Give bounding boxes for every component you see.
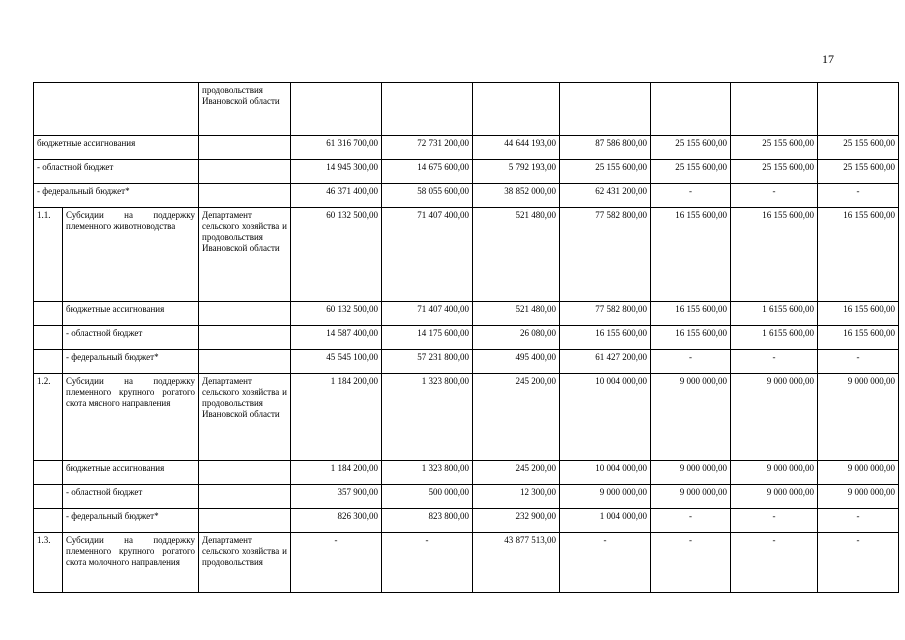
value-cell: 1 6155 600,00 (731, 326, 818, 350)
value-cell: 245 200,00 (473, 374, 560, 461)
value-cell: 14 175 600,00 (382, 326, 473, 350)
value-cell: - (818, 350, 899, 374)
row-label-cell: - областной бюджет (63, 485, 199, 509)
table-row (34, 533, 899, 593)
value-cell: 16 155 600,00 (651, 208, 731, 302)
value-cell: 25 155 600,00 (818, 136, 899, 160)
table-row (34, 326, 899, 350)
value-cell: 60 132 500,00 (291, 302, 382, 326)
value-cell (818, 83, 899, 136)
executor-cell (199, 461, 291, 485)
executor-cell (199, 184, 291, 208)
value-cell: 500 000,00 (382, 485, 473, 509)
value-cell: 87 586 800,00 (560, 136, 651, 160)
page-number: 17 (822, 52, 834, 66)
executor-cell (199, 302, 291, 326)
executor-cell: Департамент сельского хозяйства и продовольствия Ивановской области (199, 374, 291, 461)
value-cell: 38 852 000,00 (473, 184, 560, 208)
row-number-cell (34, 509, 63, 533)
value-cell: 57 231 800,00 (382, 350, 473, 374)
value-cell: 9 000 000,00 (651, 485, 731, 509)
value-cell: 72 731 200,00 (382, 136, 473, 160)
value-cell: 826 300,00 (291, 509, 382, 533)
value-cell: - (731, 350, 818, 374)
value-cell: - (651, 350, 731, 374)
value-cell: 25 155 600,00 (731, 136, 818, 160)
value-cell: 61 427 200,00 (560, 350, 651, 374)
measure-name-cell: Субсидии на поддержку племенного животноводства (63, 208, 199, 302)
value-cell: - (818, 184, 899, 208)
value-cell: 1 323 800,00 (382, 461, 473, 485)
value-cell (291, 83, 382, 136)
value-cell: 62 431 200,00 (560, 184, 651, 208)
value-cell: 9 000 000,00 (818, 461, 899, 485)
row-label-cell: - федеральный бюджет* (34, 184, 199, 208)
executor-cell (199, 509, 291, 533)
value-cell: - (651, 509, 731, 533)
row-label-cell: - федеральный бюджет* (63, 509, 199, 533)
value-cell: 16 155 600,00 (651, 302, 731, 326)
table-row (34, 302, 899, 326)
value-cell: 9 000 000,00 (731, 374, 818, 461)
value-cell: - (818, 509, 899, 533)
table-row (34, 374, 899, 461)
row-number-cell (34, 302, 63, 326)
value-cell (382, 83, 473, 136)
value-cell: 9 000 000,00 (818, 485, 899, 509)
row-label-cell: - областной бюджет (34, 160, 199, 184)
row-number-cell: 1.1. (34, 208, 63, 302)
value-cell: 14 675 600,00 (382, 160, 473, 184)
row-number-cell (34, 461, 63, 485)
value-cell: 16 155 600,00 (818, 302, 899, 326)
value-cell: 25 155 600,00 (560, 160, 651, 184)
value-cell: 10 004 000,00 (560, 374, 651, 461)
value-cell: 16 155 600,00 (651, 326, 731, 350)
row-label-cell: бюджетные ассигнования (63, 302, 199, 326)
value-cell: 12 300,00 (473, 485, 560, 509)
table-row (34, 509, 899, 533)
value-cell (731, 83, 818, 136)
value-cell: 61 316 700,00 (291, 136, 382, 160)
value-cell: 44 644 193,00 (473, 136, 560, 160)
row-number-cell (34, 326, 63, 350)
value-cell (473, 83, 560, 136)
measure-name-cell: Субсидии на поддержку племенного крупного рогатого скота мясного направления (63, 374, 199, 461)
value-cell: 495 400,00 (473, 350, 560, 374)
executor-cell: Департамент сельского хозяйства и продовольствия Ивановской области (199, 208, 291, 302)
value-cell: - (731, 509, 818, 533)
row-label-cell: бюджетные ассигнования (34, 136, 199, 160)
value-cell: 9 000 000,00 (731, 461, 818, 485)
value-cell: - (731, 533, 818, 593)
row-number-cell: 1.2. (34, 374, 63, 461)
value-cell: 14 587 400,00 (291, 326, 382, 350)
table-row (34, 461, 899, 485)
row-number-cell (34, 350, 63, 374)
executor-cell: Департамент сельского хозяйства и продовольствия (199, 533, 291, 593)
value-cell: 357 900,00 (291, 485, 382, 509)
row-label-cell: - федеральный бюджет* (63, 350, 199, 374)
executor-cell (199, 136, 291, 160)
row-number-cell (34, 485, 63, 509)
value-cell: 25 155 600,00 (731, 160, 818, 184)
value-cell: 9 000 000,00 (560, 485, 651, 509)
value-cell: - (651, 533, 731, 593)
value-cell: 71 407 400,00 (382, 208, 473, 302)
value-cell: 1 004 000,00 (560, 509, 651, 533)
table-row (34, 83, 899, 136)
value-cell: 16 155 600,00 (560, 326, 651, 350)
row-label-cell: бюджетные ассигнования (63, 461, 199, 485)
value-cell: 77 582 800,00 (560, 208, 651, 302)
table-row (34, 136, 899, 160)
value-cell: 26 080,00 (473, 326, 560, 350)
value-cell: 1 184 200,00 (291, 461, 382, 485)
value-cell: 1 323 800,00 (382, 374, 473, 461)
table-row (34, 208, 899, 302)
value-cell: 9 000 000,00 (731, 485, 818, 509)
value-cell (560, 83, 651, 136)
value-cell: - (382, 533, 473, 593)
value-cell: - (818, 533, 899, 593)
value-cell (651, 83, 731, 136)
value-cell: 46 371 400,00 (291, 184, 382, 208)
executor-cell (199, 350, 291, 374)
value-cell: 60 132 500,00 (291, 208, 382, 302)
row-number-cell: 1.3. (34, 533, 63, 593)
value-cell: - (291, 533, 382, 593)
table-body (34, 83, 899, 593)
executor-cell (199, 160, 291, 184)
value-cell: 9 000 000,00 (651, 461, 731, 485)
measure-name-cell: Субсидии на поддержку племенного крупного рогатого скота молочного направления (63, 533, 199, 593)
value-cell: 5 792 193,00 (473, 160, 560, 184)
table-row (34, 350, 899, 374)
value-cell: 521 480,00 (473, 302, 560, 326)
budget-table (33, 82, 899, 593)
value-cell: 71 407 400,00 (382, 302, 473, 326)
value-cell: - (560, 533, 651, 593)
executor-cell (199, 326, 291, 350)
value-cell: 1 6155 600,00 (731, 302, 818, 326)
value-cell: - (651, 184, 731, 208)
row-label-cell: - областной бюджет (63, 326, 199, 350)
value-cell: 245 200,00 (473, 461, 560, 485)
row-name-cell (34, 83, 199, 136)
value-cell: 58 055 600,00 (382, 184, 473, 208)
value-cell: 10 004 000,00 (560, 461, 651, 485)
value-cell: 521 480,00 (473, 208, 560, 302)
value-cell: 1 184 200,00 (291, 374, 382, 461)
executor-cell: продовольствия Ивановской области (199, 83, 291, 136)
value-cell: 823 800,00 (382, 509, 473, 533)
value-cell: 43 877 513,00 (473, 533, 560, 593)
table-row (34, 160, 899, 184)
value-cell: 16 155 600,00 (818, 208, 899, 302)
value-cell: 25 155 600,00 (651, 136, 731, 160)
value-cell: 232 900,00 (473, 509, 560, 533)
value-cell: 25 155 600,00 (651, 160, 731, 184)
value-cell: 14 945 300,00 (291, 160, 382, 184)
value-cell: 77 582 800,00 (560, 302, 651, 326)
value-cell: 16 155 600,00 (731, 208, 818, 302)
value-cell: 45 545 100,00 (291, 350, 382, 374)
value-cell: 9 000 000,00 (651, 374, 731, 461)
value-cell: 25 155 600,00 (818, 160, 899, 184)
value-cell: - (731, 184, 818, 208)
value-cell: 9 000 000,00 (818, 374, 899, 461)
table-row (34, 485, 899, 509)
value-cell: 16 155 600,00 (818, 326, 899, 350)
executor-cell (199, 485, 291, 509)
table-row (34, 184, 899, 208)
